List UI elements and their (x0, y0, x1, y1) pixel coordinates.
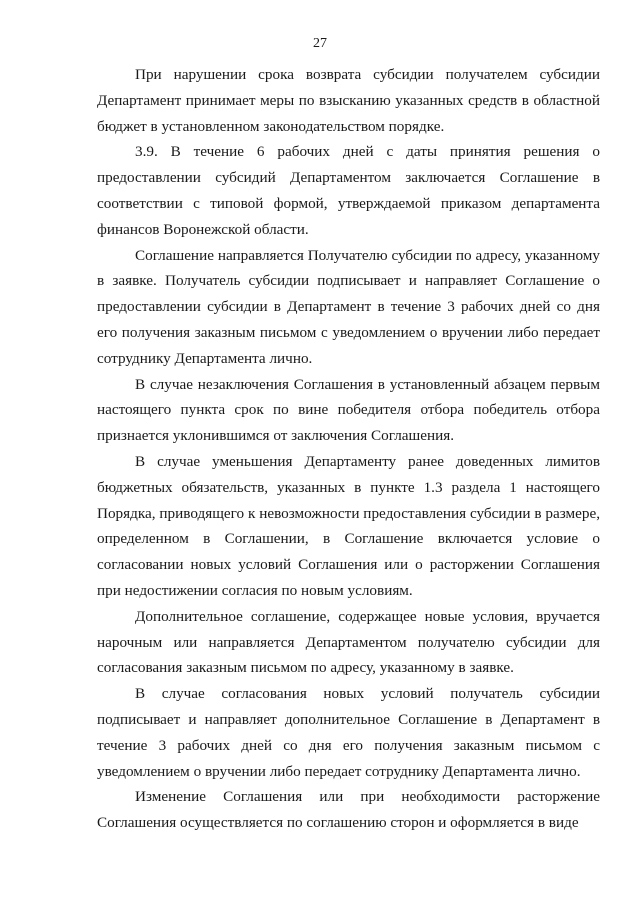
paragraph-new-conditions-approval: В случае согласования новых условий получатель субсидии подписывает и направляет дополнительное Соглашение в Департамент в течение 3 рабочих дней со дня его получения заказным письмом с уведомлением о вручении либо передает сотруднику Департамента лично. (97, 685, 600, 780)
paragraph-limits-reduction: В случае уменьшения Департаменту ранее доведенных лимитов бюджетных обязательств, указанных в пункте 1.3 раздела 1 настоящего Порядка, приводящего к невозможности предоставления субсидии в размере, определенном в Соглашении, в Соглашение включается условие о согласовании новых условий Соглашения или о расторжении Соглашения при недостижении согласия по новым условиям. (97, 452, 600, 599)
page-number: 27 (313, 36, 327, 51)
document-body (97, 62, 600, 836)
paragraph-3-9-agreement-conclusion: 3.9. В течение 6 рабочих дней с даты принятия решения о предоставлении субсидий Департаментом заключается Соглашение в соответствии с типовой формой, утверждаемой приказом департамента финансов Воронежской области. (97, 143, 600, 238)
paragraph-subsidy-return-violation: При нарушении срока возврата субсидии получателем субсидии Департамент принимает меры по взысканию указанных средств в областной бюджет в установленном законодательством порядке. (97, 66, 600, 135)
paragraph-agreement-non-conclusion: В случае незаключения Соглашения в установленный абзацем первым настоящего пункта срок по вине победителя отбора победитель отбора признается уклонившимся от заключения Соглашения. (97, 375, 600, 445)
paragraph-additional-agreement: Дополнительное соглашение, содержащее новые условия, вручается нарочным или направляется Департаментом получателю субсидии для согласования заказным письмом по адресу, указанному в заявке. (97, 607, 600, 677)
paragraph-agreement-change: Изменение Соглашения или при необходимости расторжение Соглашения осуществляется по соглашению сторон и оформляется в виде (97, 788, 600, 832)
paragraph-agreement-sending: Соглашение направляется Получателю субсидии по адресу, указанному в заявке. Получатель субсидии подписывает и направляет Соглашение о предоставлении субсидии в Департамент в течение 3 рабочих дней со дня его получения заказным письмом с уведомлением о вручении либо передает сотруднику Департамента лично. (97, 246, 600, 367)
